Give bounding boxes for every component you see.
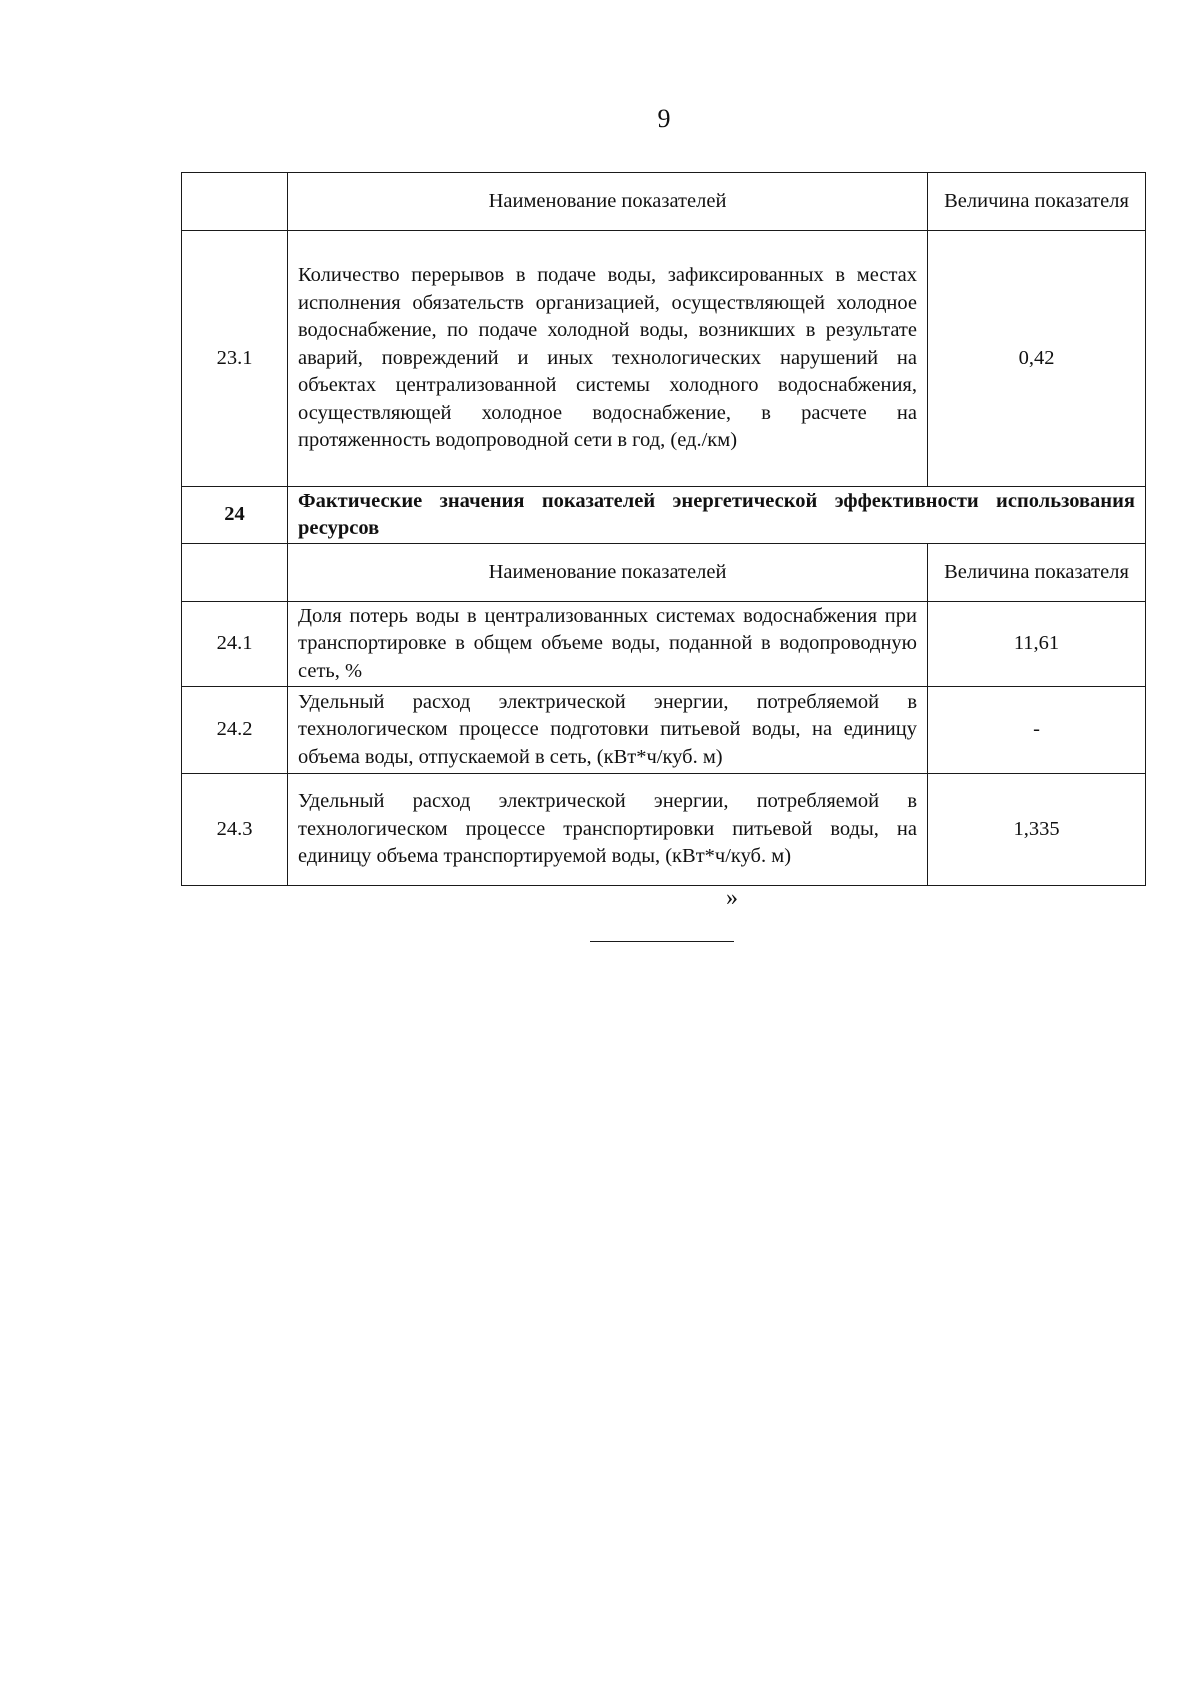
indicators-table	[181, 172, 1146, 886]
table-row	[182, 774, 1146, 886]
table-row	[182, 687, 1146, 774]
section-row	[182, 487, 1146, 544]
table-row	[182, 602, 1146, 687]
closing-quote: »	[726, 885, 738, 911]
header-number-cell	[182, 544, 288, 602]
row-text: Доля потерь воды в централизованных системах водоснабжения при транспортировке в общем объеме воды, поданной в водопроводную сеть, %	[288, 602, 928, 687]
header-value-cell: Величина показателя	[928, 544, 1146, 602]
row-number: 24.1	[182, 602, 288, 687]
row-value: 1,335	[928, 774, 1146, 886]
header-value-cell: Величина показателя	[928, 173, 1146, 231]
row-number: 24.3	[182, 774, 288, 886]
section-number: 24	[182, 487, 288, 544]
section-title: Фактические значения показателей энергетической эффективности использования ресурсов	[288, 487, 1146, 544]
row-text: Количество перерывов в подаче воды, зафиксированных в местах исполнения обязательств организацией, осуществляющей холодное водоснабжение, по подаче холодной воды, возникших в результате аварий, повреждений и иных технологических нарушений на объектах централизованной системы холодного водоснабжения, осуществляющей холодное водоснабжение, в расчете на протяженность водопроводной сети в год, (ед./км)	[288, 231, 928, 487]
row-text: Удельный расход электрической энергии, потребляемой в технологическом процессе подготовки питьевой воды, на единицу объема воды, отпускаемой в сеть, (кВт*ч/куб. м)	[288, 687, 928, 774]
end-rule	[590, 941, 734, 942]
table-header-row	[182, 173, 1146, 231]
header-name-cell: Наименование показателей	[288, 173, 928, 231]
header-number-cell	[182, 173, 288, 231]
table-header-row	[182, 544, 1146, 602]
row-number: 23.1	[182, 231, 288, 487]
row-value: 0,42	[928, 231, 1146, 487]
row-text: Удельный расход электрической энергии, потребляемой в технологическом процессе транспортировки питьевой воды, на единицу объема транспортируемой воды, (кВт*ч/куб. м)	[288, 774, 928, 886]
row-value: 11,61	[928, 602, 1146, 687]
page-number: 9	[657, 104, 671, 133]
table-row	[182, 231, 1146, 487]
row-number: 24.2	[182, 687, 288, 774]
header-name-cell: Наименование показателей	[288, 544, 928, 602]
row-value: -	[928, 687, 1146, 774]
